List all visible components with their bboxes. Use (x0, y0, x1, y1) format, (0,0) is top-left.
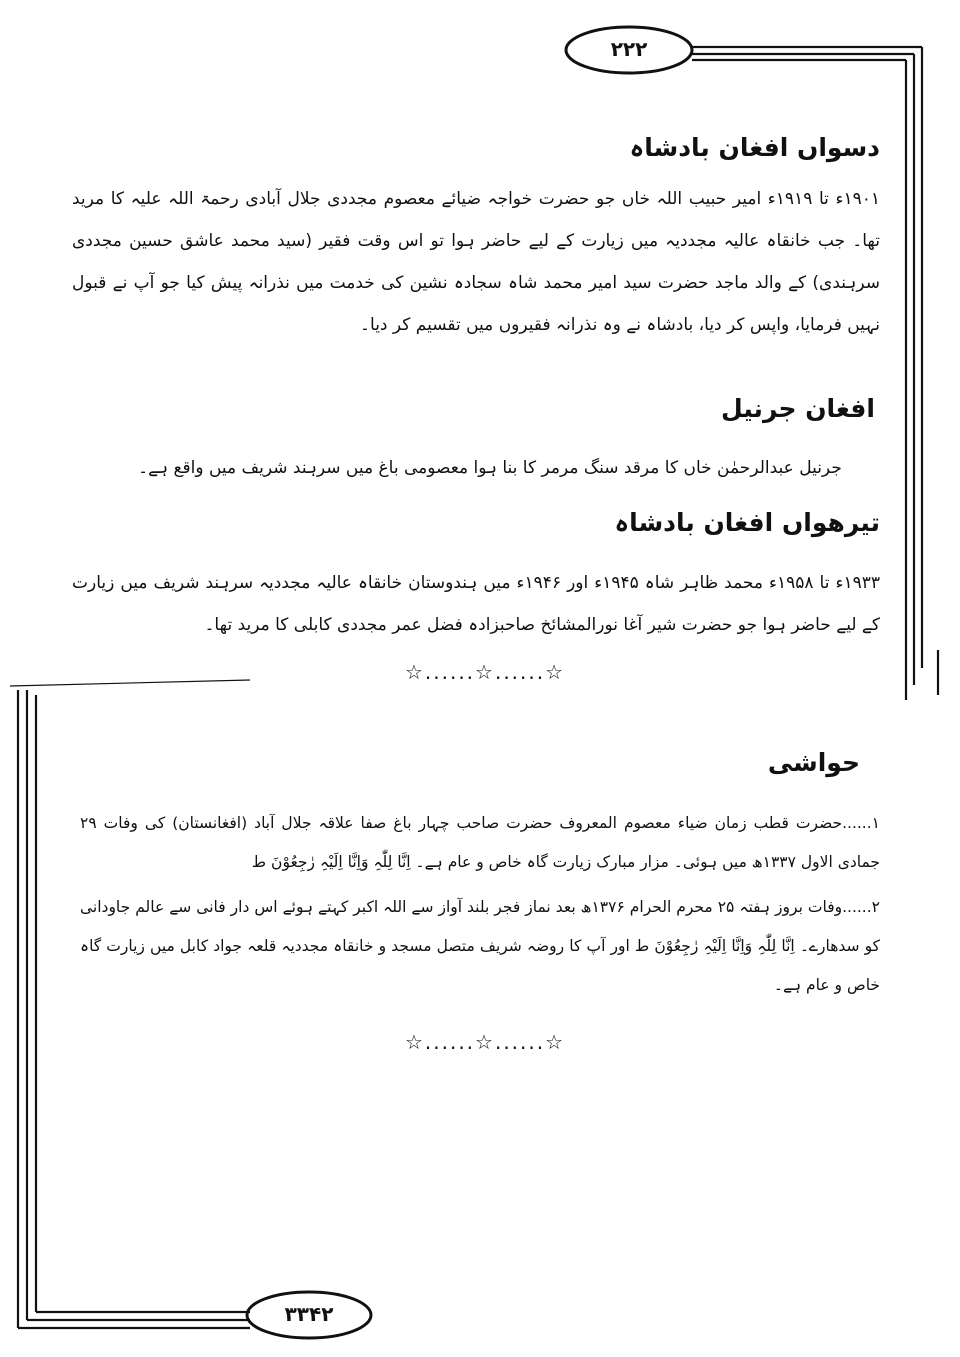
notes-heading: حواشی (767, 748, 860, 777)
footnote-2: ۲......وفات بروز ہفتہ ۲۵ محرم الحرام ۱۳۷۶ھ بعد نماز فجر بلند آواز سے اللہ اکبر کہتے ہوئے اس دار فانی سے عالم جاودانی کو سدھارے۔ اِنَّا لِلّٰہِ وَاِنَّا اِلَیْہِ رٰجِعُوْنَ ط اور آپ کا روضہ شریف متصل مسجد و خانقاہ مجددیہ قلعہ جواد کابل میں زیارت گاہ خاص و عام ہے۔ (80, 898, 880, 994)
section-heading-tenth-afghan-king: دسواں افغان بادشاہ (629, 133, 880, 162)
section-body-tenth-afghan-king: ۱۹۰۱ء تا ۱۹۱۹ء امیر حبیب اللہ خاں جو حضرت خواجہ ضیائے معصوم مجددی جلال آبادی رحمۃ اللہ علیہ کا مرید تھا۔ جب خانقاہ عالیہ مجددیہ میں زیارت کے لیے حاضر ہوا تو اس وقت فقیر (سید محمد عاشق حسین مجددی سرہندی) کے والد ماجد حضرت سید امیر محمد شاہ سجادہ نشین کی خدمت میں نذرانہ پیش کیا جو آپ نے قبول نہیں فرمایا، واپس کر دیا، بادشاہ نے وہ نذرانہ فقیروں میں تقسیم کر دیا۔ (72, 189, 880, 335)
bottom-page-number: ۳۳۴۲ (284, 1302, 334, 1326)
section-body-afghan-general: جرنیل عبدالرحمٰن خاں کا مرقد سنگ مرمر کا بنا ہوا معصومی باغ میں سرہند شریف میں واقع ہے۔ (138, 458, 842, 478)
separator-stars-top: ☆......☆......☆ (404, 660, 566, 684)
separator-stars-bottom: ☆......☆......☆ (404, 1030, 566, 1054)
footnote-1: ۱......حضرت قطب زمان ضیاء معصوم المعروف حضرت صاحب چہار باغ صفا علاقہ جلال آباد (افغانستان) کی وفات ۲۹ جمادی الاول ۱۳۳۷ھ میں ہوئی۔ مزار مبارک زیارت گاہ خاص و عام ہے۔ اِنَّا لِلّٰہِ وَاِنَّا اِلَیْہِ رٰجِعُوْنَ ط (80, 814, 880, 871)
section-body-thirteenth-afghan-king: ۱۹۳۳ء تا ۱۹۵۸ء محمد ظاہر شاہ ۱۹۴۵ء اور ۱۹۴۶ء میں ہندوستان خانقاہ عالیہ مجددیہ سرہند شریف میں زیارت کے لیے حاضر ہوا جو حضرت شیر آغا نورالمشائخ صاحبزادہ فضل عمر مجددی کابلی کا مرید تھا۔ (72, 573, 880, 635)
section-heading-thirteenth-afghan-king: تیرھواں افغان بادشاہ (614, 508, 880, 537)
section-heading-afghan-general: افغان جرنیل (721, 394, 875, 423)
top-page-number: ۲۲۲ (610, 37, 648, 61)
